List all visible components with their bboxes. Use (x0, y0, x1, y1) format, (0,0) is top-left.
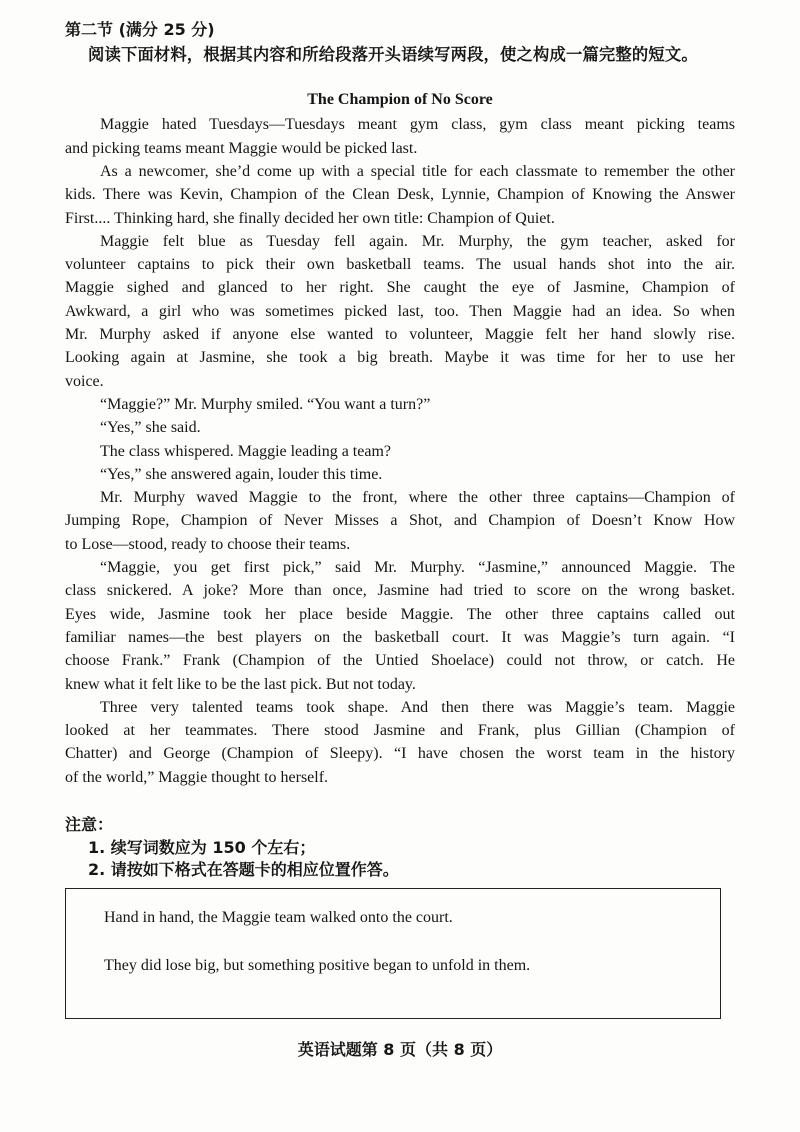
passage-paragraph (65, 556, 735, 696)
paragraph-line: “Yes,” she said. (100, 419, 201, 437)
passage-paragraph (65, 393, 735, 416)
paragraph-opening-2: They did lose big, but something positive began to unfold in them. (104, 957, 531, 974)
passage-paragraph (65, 486, 735, 556)
note-item-answer-format: 2. 请按如下格式在答题卡的相应位置作答。 (88, 860, 399, 880)
answer-format-box (65, 888, 721, 1019)
passage-paragraph (65, 416, 735, 439)
paragraph-line: Eyes wide, Jasmine took her place beside Maggie. The other three captains called out (65, 605, 735, 623)
paragraph-line: volunteer captains to pick their own basketball teams. The usual hands shot into the air. (65, 256, 735, 274)
paragraph-line: “Yes,” she answered again, louder this time. (100, 465, 383, 483)
passage-body (65, 113, 735, 789)
passage-paragraph (65, 160, 735, 230)
paragraph-line: First.... Thinking hard, she finally decided her own title: Champion of Quiet. (65, 209, 555, 227)
paragraph-line: of the world,” Maggie thought to herself. (65, 768, 329, 786)
paragraph-line: Three very talented teams took shape. And then there was Maggie’s team. Maggie (100, 698, 735, 716)
paragraph-line: Mr. Murphy asked if anyone else wanted to volunteer, Maggie felt her hand slowly rise. (65, 326, 735, 344)
paragraph-line: Maggie sighed and glanced to her right. She caught the eye of Jasmine, Champion of (65, 279, 735, 297)
paragraph-line: looked at her teammates. There stood Jasmine and Frank, plus Gillian (Champion of (65, 722, 735, 740)
paragraph-line: and picking teams meant Maggie would be picked last. (65, 139, 418, 157)
paragraph-line: voice. (65, 372, 104, 390)
paragraph-line: choose Frank.” Frank (Champion of the Untied Shoelace) could not throw, or catch. He (65, 652, 735, 670)
paragraph-line: Jumping Rope, Champion of Never Misses a Shot, and Champion of Doesn’t Know How (65, 512, 735, 530)
passage-paragraph (65, 440, 735, 463)
paragraph-line: class snickered. A joke? More than once, Jasmine had tried to score on the wrong basket. (65, 582, 735, 600)
section-instruction: 阅读下面材料，根据其内容和所给段落开头语续写两段，使之构成一篇完整的短文。 (88, 44, 698, 64)
section-header (65, 18, 735, 67)
notes-label: 注意： (65, 815, 114, 834)
paragraph-line: Maggie hated Tuesdays—Tuesdays meant gym class, gym class meant picking teams (100, 116, 735, 134)
passage-paragraph (65, 113, 735, 160)
passage-paragraph (65, 696, 735, 789)
paragraph-line: The class whispered. Maggie leading a team? (100, 442, 391, 460)
paragraph-line: Maggie felt blue as Tuesday fell again. Mr. Murphy, the gym teacher, asked for (100, 232, 735, 250)
page-footer: 英语试题第 8 页（共 8 页） (297, 1040, 503, 1059)
passage-paragraph (65, 230, 735, 393)
paragraph-line: familiar names—the best players on the basketball court. It was Maggie’s turn again. “I (65, 628, 735, 646)
section-heading: 第二节 (满分 25 分) (65, 20, 215, 39)
paragraph-line: “Maggie?” Mr. Murphy smiled. “You want a turn?” (100, 395, 431, 413)
paragraph-line: Chatter) and George (Champion of Sleepy). “I have chosen the worst team in the history (65, 745, 735, 763)
paragraph-line: kids. There was Kevin, Champion of the Clean Desk, Lynnie, Champion of Knowing the Answer (65, 186, 735, 204)
paragraph-line: to Lose—stood, ready to choose their teams. (65, 535, 351, 553)
paragraph-line: Awkward, a girl who was sometimes picked last, too. Then Maggie had an idea. So when (65, 302, 735, 320)
paragraph-line: As a newcomer, she’d come up with a special title for each classmate to remember the other (100, 162, 735, 180)
paragraph-line: Looking again at Jasmine, she took a big breath. Maybe it was time for her to use her (65, 349, 735, 367)
paragraph-opening-1: Hand in hand, the Maggie team walked onto the court. (104, 909, 453, 926)
note-item-word-count: 1. 续写词数应为 150 个左右； (88, 837, 316, 857)
paragraph-line: Mr. Murphy waved Maggie to the front, where the other three captains—Champion of (100, 489, 735, 507)
passage-paragraph (65, 463, 735, 486)
paragraph-line: “Maggie, you get first pick,” said Mr. Murphy. “Jasmine,” announced Maggie. The (100, 559, 735, 577)
paragraph-line: knew what it felt like to be the last pick. But not today. (65, 675, 416, 693)
passage-title: The Champion of No Score (307, 91, 493, 108)
notes-section (65, 814, 735, 882)
